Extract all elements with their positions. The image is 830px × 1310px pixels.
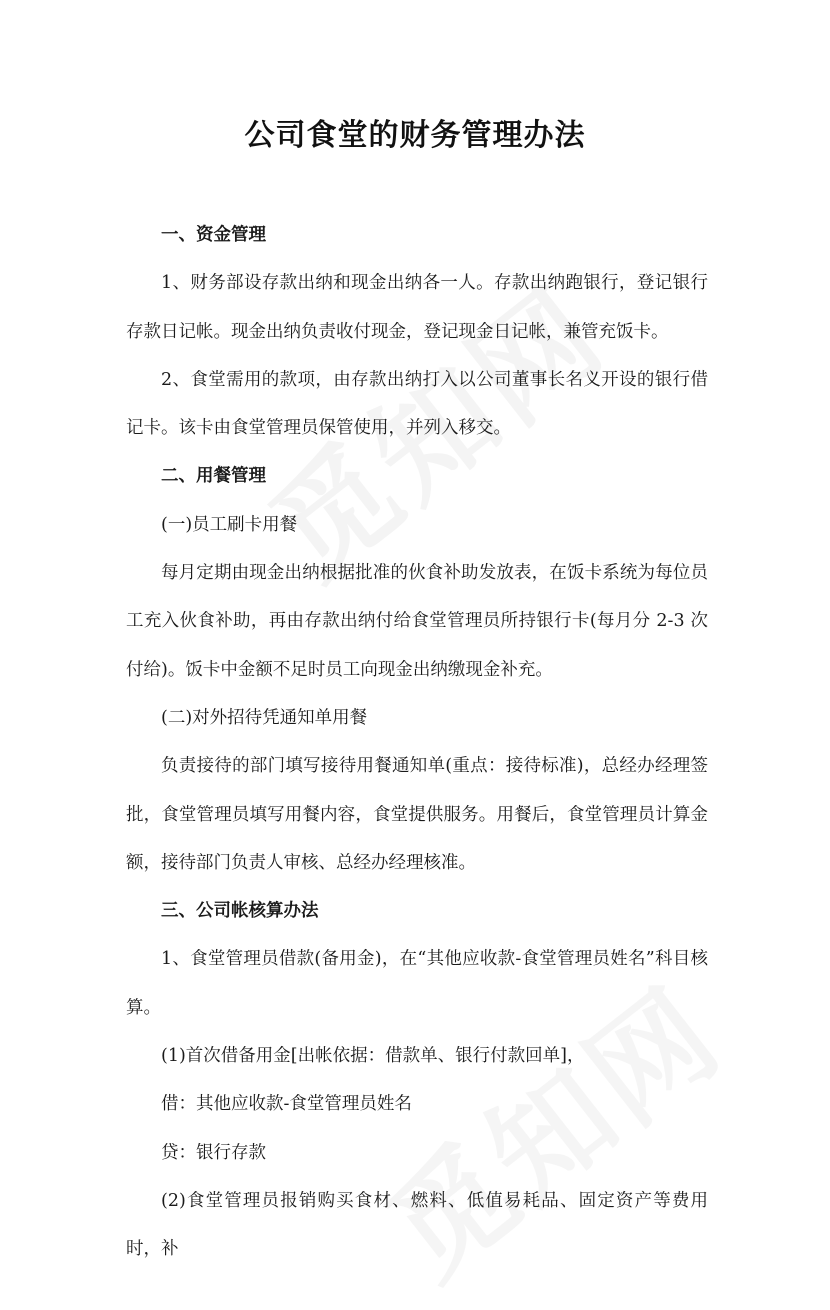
subheading-guest-meals: (二)对外招待凭通知单用餐: [161, 707, 368, 728]
document-title: 公司食堂的财务管理办法: [244, 118, 586, 153]
paragraph-funds-1: 1、财务部设存款出纳和现金出纳各一人。存款出纳跑银行，登记银行存款日记帐。现金出纳负责收付现金，登记现金日记帐，兼管充饭卡。: [126, 273, 708, 342]
paragraph-accounting-1: 1、食堂管理员借款(备用金)，在“其他应收款-食堂管理员姓名”科目核算。: [126, 949, 708, 1018]
paragraph-debit-entry: 借：其他应收款-食堂管理员姓名: [161, 1094, 412, 1115]
document-body: [126, 211, 708, 1274]
paragraph-card-meals: 每月定期由现金出纳根据批准的伙食补助发放表，在饭卡系统为每位员工充入伙食补助，再由存款出纳付给食堂管理员所持银行卡(每月分 2-3 次付给)。饭卡中金额不足时员工向现金出纳缴现金补充。: [126, 563, 708, 680]
section-heading-accounting: 三、公司帐核算办法: [161, 901, 319, 922]
paragraph-guest-meals: 负责接待的部门填写接待用餐通知单(重点：接待标准)，总经办经理签批，食堂管理员填写用餐内容，食堂提供服务。用餐后，食堂管理员计算金额，接待部门负责人审核、总经办经理核准。: [126, 756, 708, 873]
section-heading-meals: 二、用餐管理: [161, 466, 266, 487]
subheading-card-meals: (一)员工刷卡用餐: [161, 514, 298, 535]
paragraph-accounting-2: (1)首次借备用金[出帐依据：借款单、银行付款回单]，: [161, 1046, 585, 1067]
paragraph-credit-entry: 贷：银行存款: [161, 1142, 266, 1163]
section-heading-funds: 一、资金管理: [161, 225, 266, 245]
paragraph-accounting-3: (2)食堂管理员报销购买食材、燃料、低值易耗品、固定资产等费用时，补: [126, 1190, 708, 1260]
paragraph-funds-2: 2、食堂需用的款项，由存款出纳打入以公司董事长名义开设的银行借记卡。该卡由食堂管理员保管使用，并列入移交。: [126, 369, 708, 439]
